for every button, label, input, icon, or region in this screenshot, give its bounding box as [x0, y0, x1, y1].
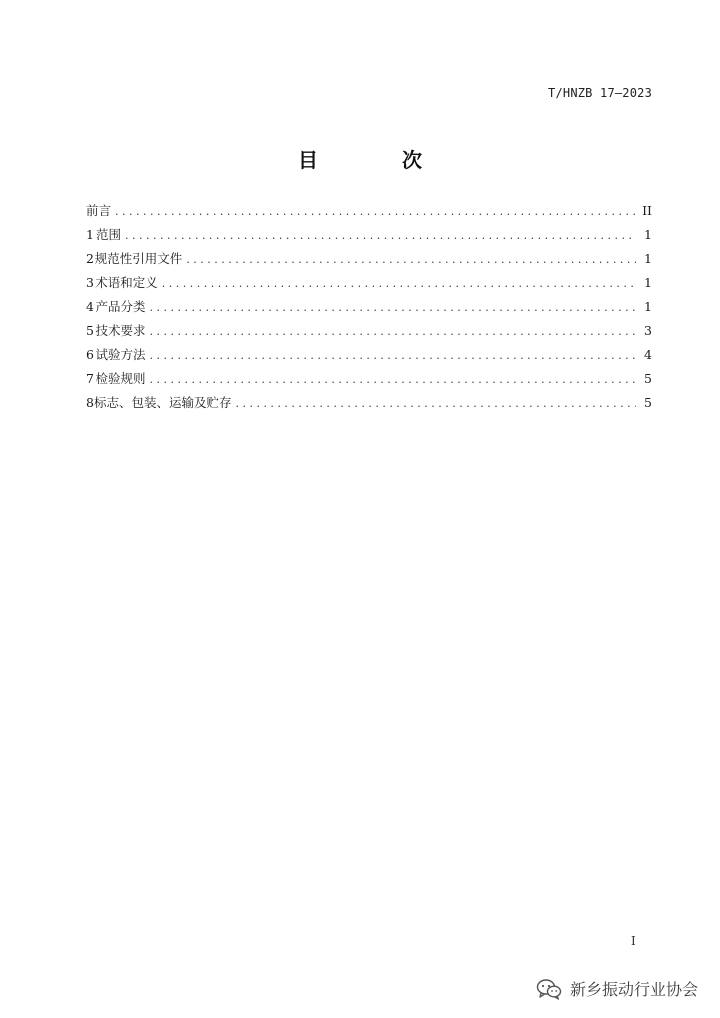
standard-code: T/HNZB 17—2023: [548, 86, 652, 100]
toc-leader-dots: [235, 392, 636, 416]
toc-entry-page: 1: [644, 275, 652, 290]
toc-entry-test-methods[interactable]: [86, 343, 652, 367]
toc-entry-marking-packaging[interactable]: [86, 391, 652, 415]
toc-entry-terms-definitions[interactable]: [86, 271, 652, 295]
toc-entry-page: II: [642, 203, 652, 218]
toc-entry-label: 产品分类: [95, 299, 146, 314]
toc-entry-number: 6: [86, 347, 94, 362]
toc-leader-dots: [162, 272, 636, 296]
toc-entry-label: 检验规则: [95, 371, 146, 386]
toc-entry-normative-references[interactable]: [86, 247, 652, 271]
toc-entry-label: 规范性引用文件: [94, 251, 183, 266]
toc-title: 目 次: [298, 148, 454, 172]
toc-entry-foreword[interactable]: [86, 199, 652, 223]
toc-entry-scope[interactable]: [86, 223, 652, 247]
page-number: I: [631, 934, 636, 948]
toc-entry-label: 试验方法: [95, 347, 146, 362]
toc-entry-number: 5: [86, 323, 94, 338]
watermark-text: 新乡振动行业协会: [569, 980, 698, 999]
toc-leader-dots: [150, 320, 636, 344]
toc-entry-page: 5: [644, 395, 652, 410]
toc-entry-number: 7: [86, 371, 94, 386]
toc-entry-page: 1: [644, 227, 652, 242]
toc-entry-label: 前言: [86, 203, 112, 218]
toc-entry-page: 5: [644, 371, 652, 386]
toc-entry-page: 4: [644, 347, 652, 362]
toc-entry-number: 3: [86, 275, 94, 290]
toc-leader-dots: [150, 368, 636, 392]
toc-entry-label: 术语和定义: [95, 275, 158, 290]
toc-entry-page: 1: [644, 251, 652, 266]
toc-entry-number: 1: [86, 227, 94, 242]
toc-entry-label: 标志、包装、运输及贮存: [93, 395, 232, 410]
toc-entry-page: 3: [644, 323, 652, 338]
toc-entry-label: 范围: [96, 227, 122, 242]
toc-leader-dots: [150, 296, 636, 320]
toc-leader-dots: [125, 224, 636, 248]
toc-entry-page: 1: [644, 299, 652, 314]
toc-entry-number: 8: [86, 395, 94, 410]
toc-leader-dots: [150, 344, 636, 368]
toc-entry-inspection-rules[interactable]: [86, 367, 652, 391]
toc-entry-product-classification[interactable]: [86, 295, 652, 319]
watermark: [536, 977, 698, 1000]
toc-entry-technical-requirements[interactable]: [86, 319, 652, 343]
toc-entry-number: 2: [86, 251, 94, 266]
toc-leader-dots: [186, 248, 636, 272]
toc-entry-number: 4: [86, 299, 94, 314]
wechat-icon: [536, 978, 562, 1000]
table-of-contents: [86, 199, 652, 415]
toc-leader-dots: [115, 200, 636, 224]
toc-entry-label: 技术要求: [95, 323, 146, 338]
